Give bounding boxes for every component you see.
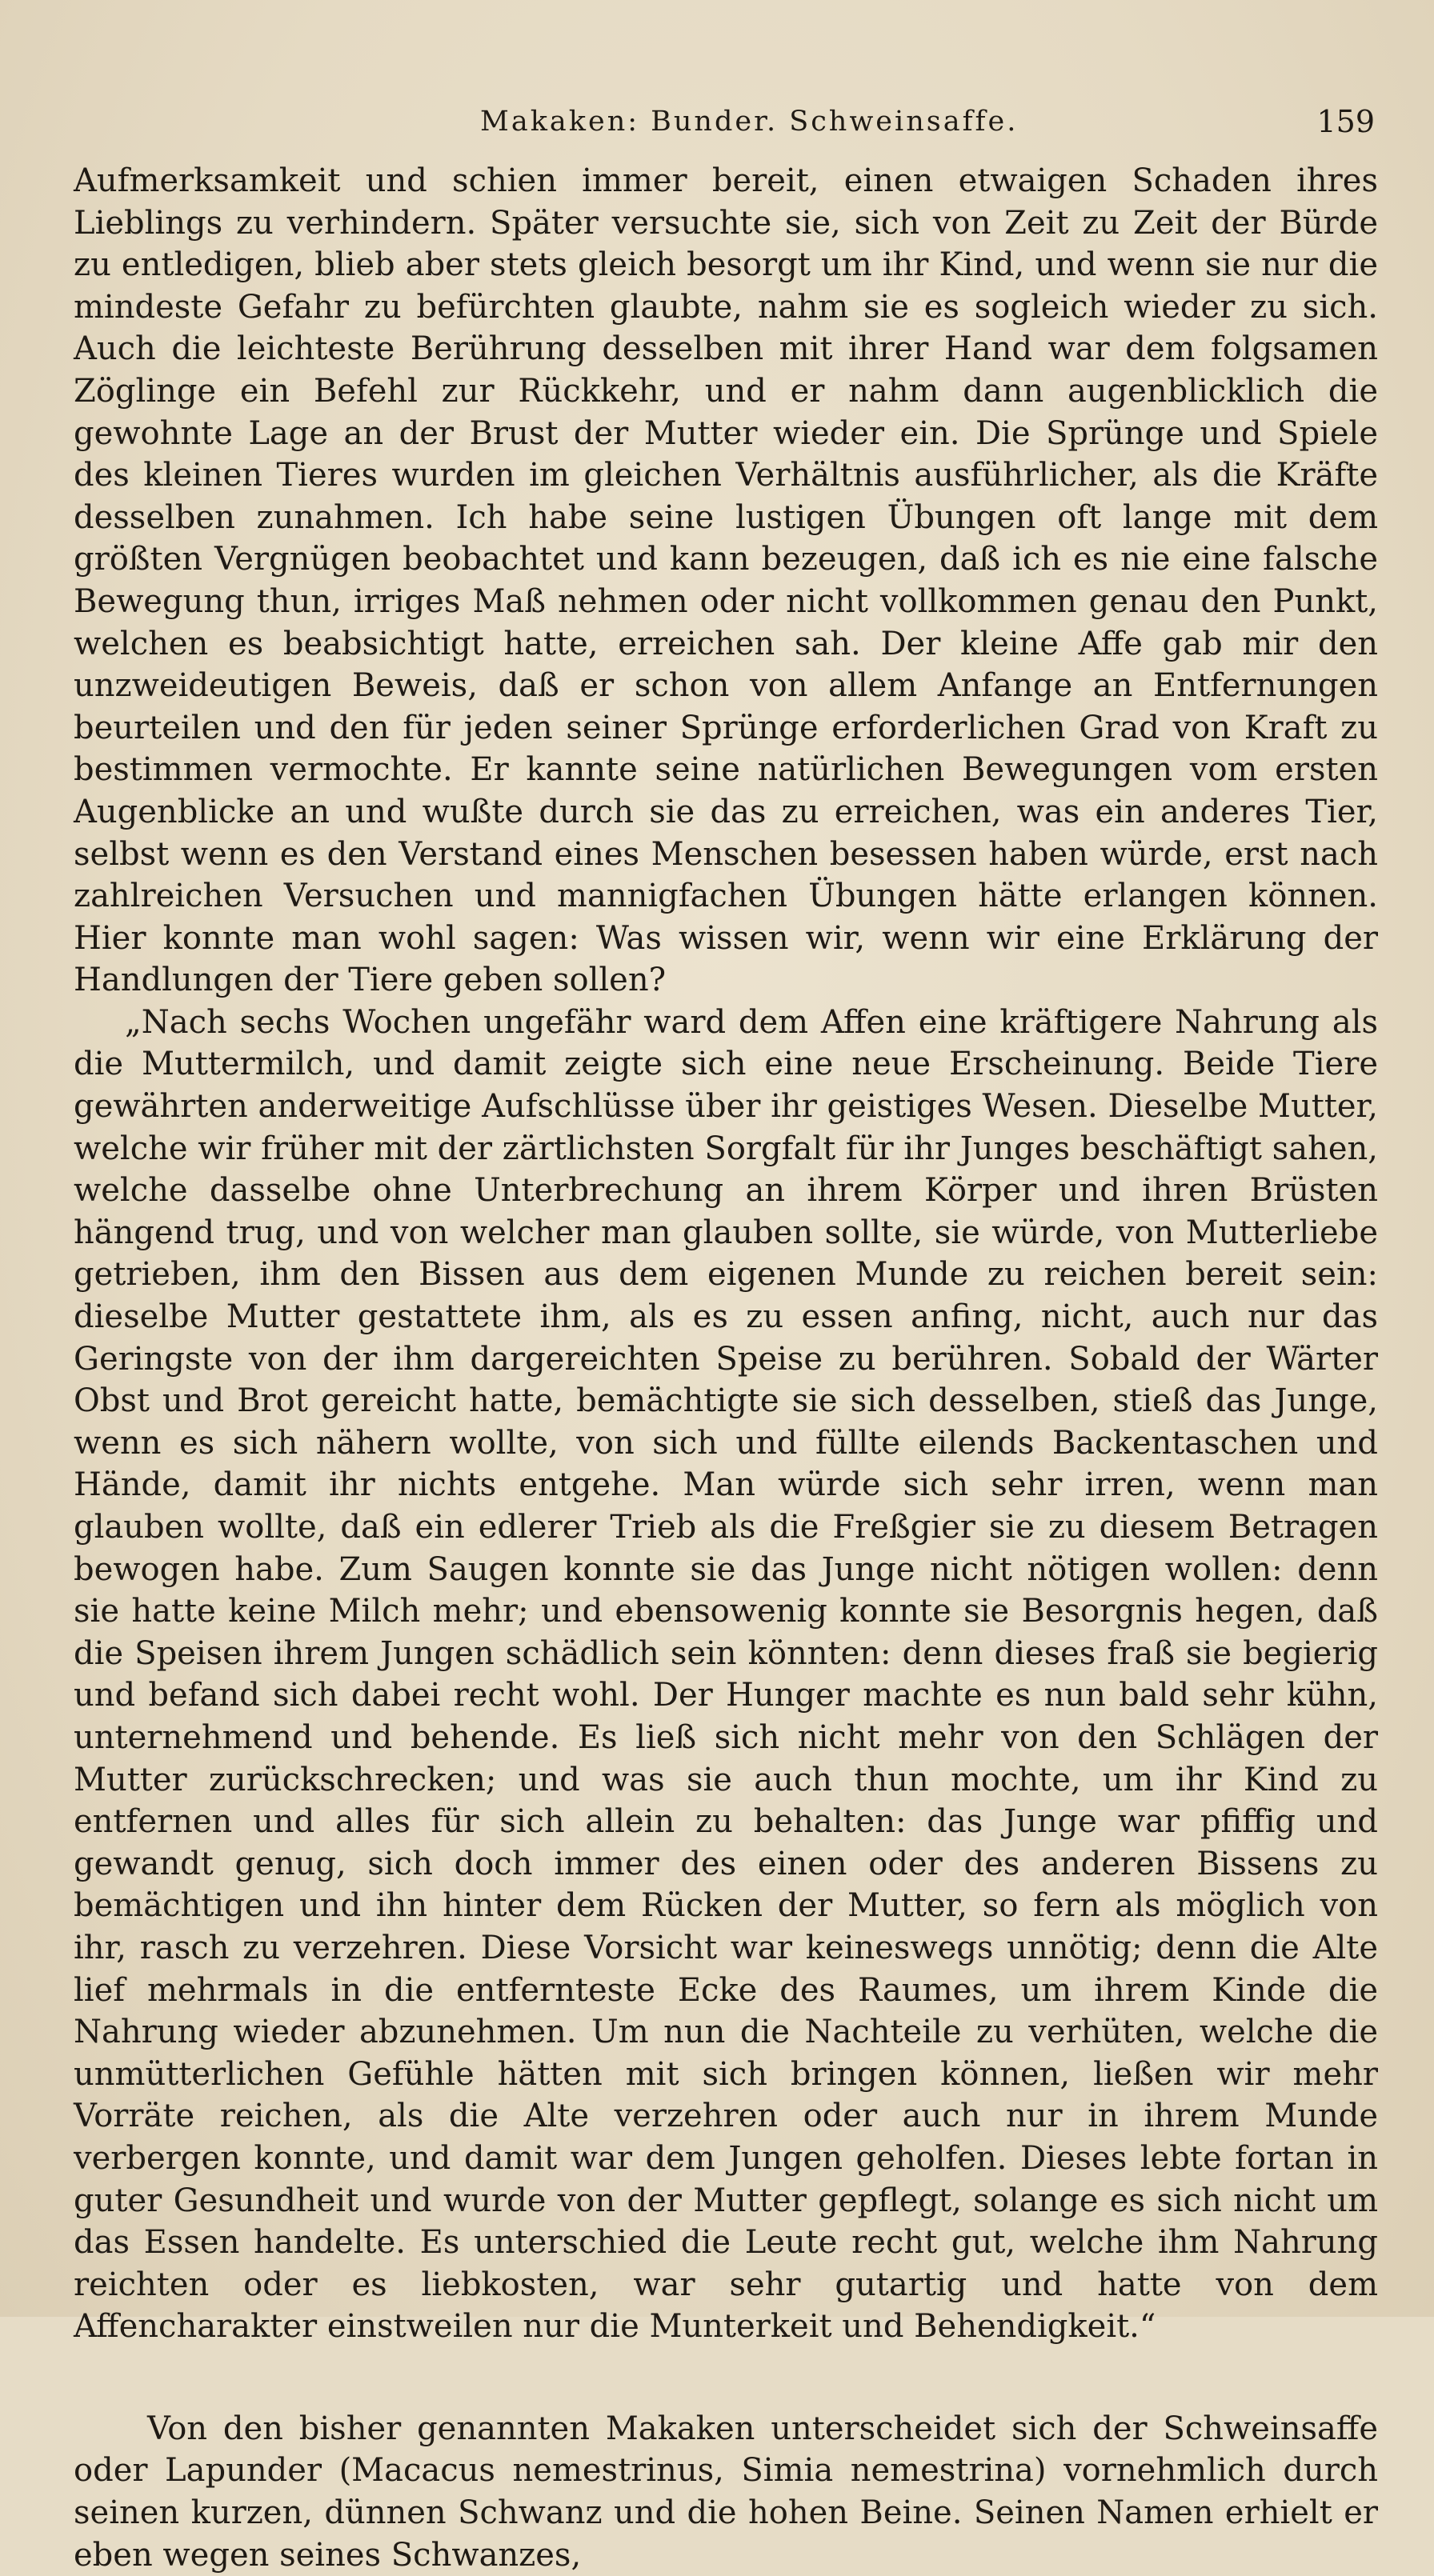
- body-text: [74, 160, 1378, 2576]
- paragraph-schweinsaffe: Von den bisher genannten Makaken unterscheidet sich der Schweinsaffe oder Lapunder (Macacus nemestrinus, Simia nemestrina) vornehmlich durch seinen kurzen, dünnen Schwanz und die hohen Beine. Seinen Namen erhielt er eben wegen seines Schwanzes,: [74, 2410, 1378, 2574]
- paragraph-continuation: Aufmerksamkeit und schien immer bereit, einen etwaigen Schaden ihres Lieblings zu verhindern. Später versuchte sie, sich von Zeit zu Zeit der Bürde zu entledigen, blieb aber stets gleich besorgt um ihr Kind, und wenn sie nur die mindeste Gefahr zu befürchten glaubte, nahm sie es sogleich wieder zu sich. Auch die leichteste Berührung desselben mit ihrer Hand war dem folgsamen Zöglinge ein Befehl zur Rückkehr, und er nahm dann augenblicklich die gewohnte Lage an der Brust der Mutter wieder ein. Die Sprünge und Spiele des kleinen Tieres wurden im gleichen Verhältnis ausführlicher, als die Kräfte desselben zunahmen. Ich habe seine lustigen Übungen oft lange mit dem größten Vergnügen beobachtet und kann bezeugen, daß ich es nie eine falsche Bewegung thun, irriges Maß nehmen oder nicht vollkommen genau den Punkt, welchen es beabsichtigt hatte, erreichen sah. Der kleine Affe gab mir den unzweideutigen Beweis, daß er schon von allem Anfange an Entfernungen beurteilen und den für jeden seiner Sprünge erforderlichen Grad von Kraft zu bestimmen vermochte. Er kannte seine natürlichen Bewegungen vom ersten Augenblicke an und wußte durch sie das zu erreichen, was ein anderes Tier, selbst wenn es den Verstand eines Menschen besessen haben würde, erst nach zahlreichen Versuchen und mannigfachen Übungen hätte erlangen können. Hier konnte man wohl sagen: Was wissen wir, wenn wir eine Erklärung der Handlungen der Tiere geben sollen?: [74, 162, 1378, 999]
- page-header: [480, 98, 1375, 146]
- paragraph-quotation: „Nach sechs Wochen ungefähr ward dem Affen eine kräftigere Nahrung als die Muttermilch, und damit zeigte sich eine neue Erscheinung. Beide Tiere gewährten anderweitige Aufschlüsse über ihr geistiges Wesen. Dieselbe Mutter, welche wir früher mit der zärtlichsten Sorgfalt für ihr Junges beschäftigt sahen, welche dasselbe ohne Unterbrechung an ihrem Körper und ihren Brüsten hängend trug, und von welcher man glauben sollte, sie würde, von Mutterliebe getrieben, ihm den Bissen aus dem eigenen Munde zu reichen bereit sein: dieselbe Mutter gestattete ihm, als es zu essen anfing, nicht, auch nur das Geringste von der ihm dargereichten Speise zu berühren. Sobald der Wärter Obst und Brot gereicht hatte, bemächtigte sie sich desselben, stieß das Junge, wenn es sich nähern wollte, von sich und füllte eilends Backentaschen und Hände, damit ihr nichts entgehe. Man würde sich sehr irren, wenn man glauben wollte, daß ein edlerer Trieb als die Freßgier sie zu diesem Betragen bewogen habe. Zum Saugen konnte sie das Junge nicht nötigen wollen: denn sie hatte keine Milch mehr; und ebensowenig konnte sie Besorgnis hegen, daß die Speisen ihrem Jungen schädlich sein könnten: denn dieses fraß sie begierig und befand sich dabei recht wohl. Der Hunger machte es nun bald sehr kühn, unternehmend und behende. Es ließ sich nicht mehr von den Schlägen der Mutter zurückschrecken; und was sie auch thun mochte, um ihr Kind zu entfernen und alles für sich allein zu behalten: das Junge war pfiffig und gewandt genug, sich doch immer des einen oder des anderen Bissens zu bemächtigen und ihn hinter dem Rücken der Mutter, so fern als möglich von ihr, rasch zu verzehren. Diese Vorsicht war keineswegs unnötig; denn die Alte lief mehrmals in die entfernteste Ecke des Raumes, um ihrem Kinde die Nahrung wieder abzunehmen. Um nun die Nachteile zu verhüten, welche die unmütterlichen Gefühle hätten mit sich bringen können, ließen wir mehr Vorräte reichen, als die Alte verzehren oder auch nur in ihrem Munde verbergen konnte, und damit war dem Jungen geholfen. Dieses lebte fortan in guter Gesundheit und wurde von der Mutter gepflegt, solange es sich nicht um das Essen handelte. Es unterschied die Leute recht gut, welche ihm Nahrung reichten oder es liebkosten, war sehr gutartig und hatte von dem Affencharakter einstweilen nur die Munterkeit und Behendigkeit.“: [74, 1003, 1378, 2346]
- page-number: 159: [1316, 104, 1375, 139]
- running-title: Makaken: Bunder. Schweinsaffe.: [480, 106, 1019, 138]
